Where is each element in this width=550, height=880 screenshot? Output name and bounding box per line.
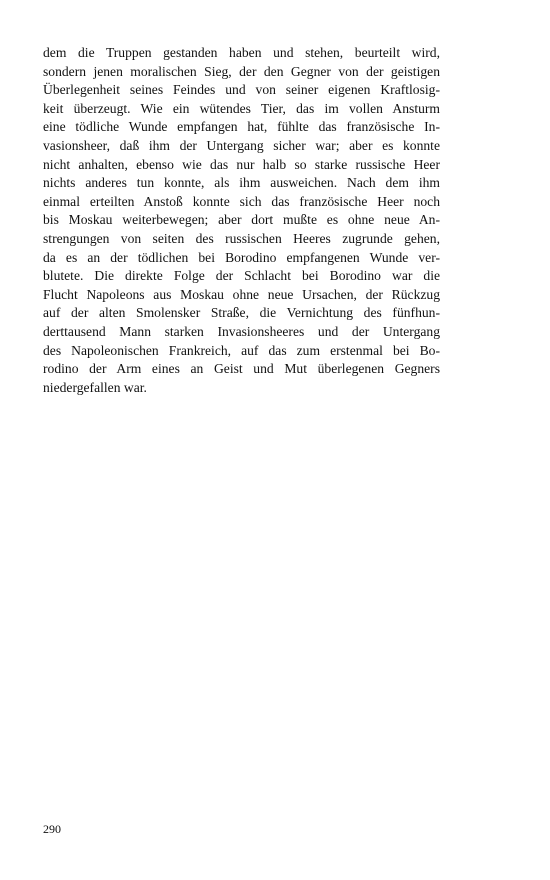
text-line-last: niedergefallen war.	[43, 379, 147, 395]
text-line: Überlegenheit seines Feindes und von seiner eigenen Kraftlosig-	[43, 82, 440, 98]
text-line: vasionsheer, daß ihm der Untergang sicher war; aber es konnte	[43, 137, 440, 153]
text-line: des Napoleonischen Frankreich, auf das zum erstenmal bei Bo-	[43, 342, 440, 358]
text-line: eine tödliche Wunde empfangen hat, fühlte das französische In-	[43, 119, 440, 135]
text-line: da es an der tödlichen bei Borodino empfangenen Wunde ver-	[43, 249, 440, 265]
text-line: derttausend Mann starken Invasionsheeres und der Untergang	[43, 323, 440, 339]
text-line: keit überzeugt. Wie ein wütendes Tier, das im vollen Ansturm	[43, 100, 440, 116]
text-line: nicht anhalten, ebenso wie das nur halb so starke russische Heer	[43, 156, 440, 172]
text-line: Flucht Napoleons aus Moskau ohne neue Ursachen, der Rückzug	[43, 286, 440, 302]
text-line: auf der alten Smolensker Straße, die Vernichtung des fünfhun-	[43, 305, 440, 321]
body-text	[43, 44, 440, 397]
text-line: sondern jenen moralischen Sieg, der den Gegner von der geistigen	[43, 63, 440, 79]
text-line: einmal erteilten Anstoß konnte sich das französische Heer noch	[43, 193, 440, 209]
text-line: nichts anderes tun konnte, als ihm ausweichen. Nach dem ihm	[43, 175, 440, 191]
text-line: blutete. Die direkte Folge der Schlacht bei Borodino war die	[43, 268, 440, 284]
page-number: 290	[43, 822, 61, 836]
text-line: bis Moskau weiterbewegen; aber dort mußte es ohne neue An-	[43, 212, 440, 228]
text-line: dem die Truppen gestanden haben und stehen, beurteilt wird,	[43, 45, 440, 60]
text-line: strengungen von seiten des russischen Heeres zugrunde gehen,	[43, 230, 440, 246]
text-line: rodino der Arm eines an Geist und Mut überlegenen Gegners	[43, 361, 440, 377]
